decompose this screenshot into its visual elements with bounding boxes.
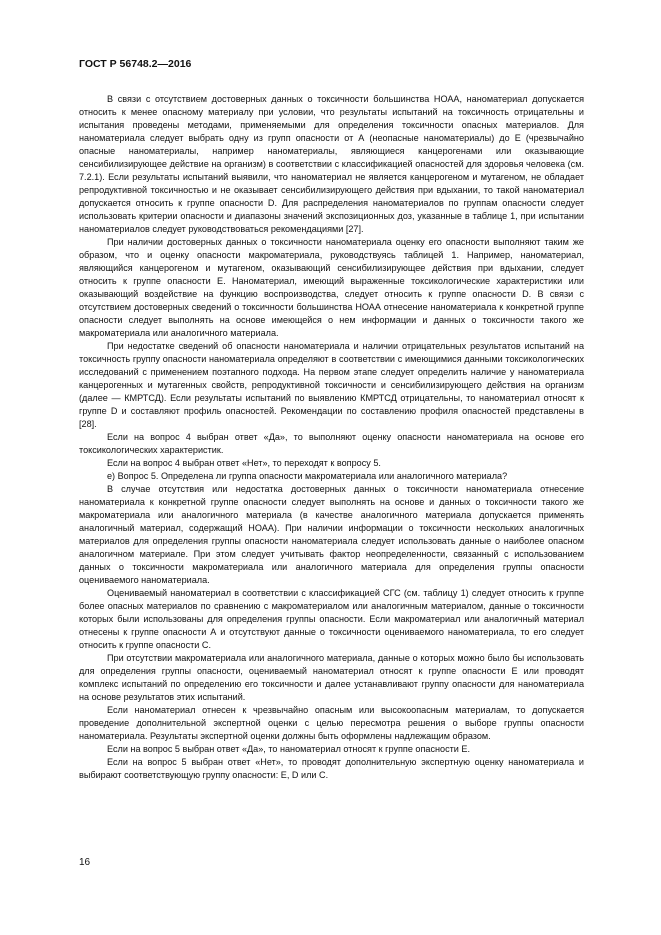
paragraph: Если на вопрос 4 выбран ответ «Да», то выполняют оценку опасности наноматериала на основе его токсикологических характеристик. xyxy=(79,432,584,455)
paragraph: Если наноматериал отнесен к чрезвычайно опасным или высокоопасным материалам, то допускается проведение дополнительной экспертной оценки с целью пересмотра решения о выборе группы опасности наноматериала. Результаты экспертной оценки должны быть оформлены надлежащим образом. xyxy=(79,705,584,741)
paragraph: При недостатке сведений об опасности наноматериала и наличии отрицательных результатов испытаний на токсичность группу опасности наноматериала определяют в соответствии с имеющимися данными токсикологических исследований с применением поэтапного подхода. На первом этапе следует определить наличие у наноматериала канцерогенных и мутагенных свойств, репродуктивной токсичности и сенсибилизирующего действия на организм (далее — КМРТСД). Если результаты испытаний по выявлению КМРТСД отрицательны, то наноматериал относят к группе D и составляют профиль опасностей. Рекомендации по составлению профиля опасностей представлены в [28]. xyxy=(79,341,584,429)
document-header: ГОСТ Р 56748.2—2016 xyxy=(79,58,192,70)
page-number: 16 xyxy=(79,857,91,868)
paragraph: Если на вопрос 4 выбран ответ «Нет», то переходят к вопросу 5. xyxy=(107,458,381,468)
paragraph: Если на вопрос 5 выбран ответ «Да», то наноматериал относят к группе опасности Е. xyxy=(107,744,470,754)
paragraph: В связи с отсутствием достоверных данных о токсичности большинства НОАА, наноматериал допускается относить к менее опасному материалу при условии, что результаты испытаний на токсичность отрицательны и испытания проведены методами, применяемыми для определения токсичности опасных материалов. Для наноматериала следует выбрать одну из групп опасности от А (неопасные наноматериалы) до Е (чрезвычайно опасные наноматериалы, например наноматериалы, являющиеся канцерогенами или оказывающие сенсибилизирующее действие на организм) в соответствии с классификацией опасностей для здоровья человека (см. 7.2.1). Если результаты испытаний выявили, что наноматериал не является канцерогеном и мутагеном, не обладает репродуктивной токсичностью и не оказывает сенсибилизирующего действия при вдыхании, то такой наноматериал допускается относить к группе опасности D. Для распределения наноматериалов по группам опасности следует использовать критерии опасности и диапазоны значений экспозиционных доз, указанные в таблице 1, при испытании наноматериалов следует руководствоваться рекомендациями [27]. xyxy=(79,94,584,234)
paragraph: е) Вопрос 5. Определена ли группа опасности макроматериала или аналогичного материала? xyxy=(107,471,508,481)
paragraph: Оцениваемый наноматериал в соответствии с классификацией СГС (см. таблицу 1) следует относить к группе более опасных материалов по сравнению с макроматериалом или аналогичным материалом, данные о токсичности которых были использованы для определения группы опасности. Если макроматериал или аналогичный материал отнесены к группе опасности А и отсутствуют данные о токсичности оцениваемого наноматериала, то его следует относить к группе опасности С. xyxy=(79,588,584,650)
document-body xyxy=(79,93,584,782)
paragraph: В случае отсутствия или недостатка достоверных данных о токсичности наноматериала отнесение наноматериала к конкретной группе опасности следует выполнять на основе и данных о токсичности такого же макроматериала или аналогичного материала (в качестве аналогичного материала допускается применять аналогичный материал, содержащий НОАА). При наличии информации о токсичности нескольких аналогичных материалов для определения группы опасности наноматериала следует использовать данные о наиболее опасном аналогичном материале. При этом следует учитывать фактор неопределенности, связанный с использованием данных о токсичности макроматериала или аналогичного материала для определения группы опасности оцениваемого наноматериала. xyxy=(79,484,584,585)
paragraph: Если на вопрос 5 выбран ответ «Нет», то проводят дополнительную экспертную оценку наноматериала и выбирают соответствующую группу опасности: Е, D или С. xyxy=(79,757,584,780)
paragraph: При наличии достоверных данных о токсичности наноматериала оценку его опасности выполняют таким же образом, что и оценку опасности макроматериала, руководствуясь таблицей 1. Например, наноматериал, являющийся канцерогеном и мутагеном, оказывающий сенсибилизирующее действия при вдыхании, следует относить к группе опасности Е. Наноматериал, имеющий выраженные токсикологические характеристики или оказывающий воздействие на функцию воспроизводства, следует относить к группе опасности D. В связи с отсутствием достоверных сведений о токсичности большинства НОАА отнесение наноматериала к конкретной группе опасности следует выполнять на основе имеющейся о нем информации и данных о токсичности такого же макроматериала или аналогичного материала. xyxy=(79,237,584,338)
paragraph: При отсутствии макроматериала или аналогичного материала, данные о которых можно было бы использовать для определения группы опасности, оцениваемый наноматериал относят к группе опасности Е или проводят комплекс испытаний по определению его токсичности и далее устанавливают группу опасности для наноматериала на основе результатов этих испытаний. xyxy=(79,653,584,702)
